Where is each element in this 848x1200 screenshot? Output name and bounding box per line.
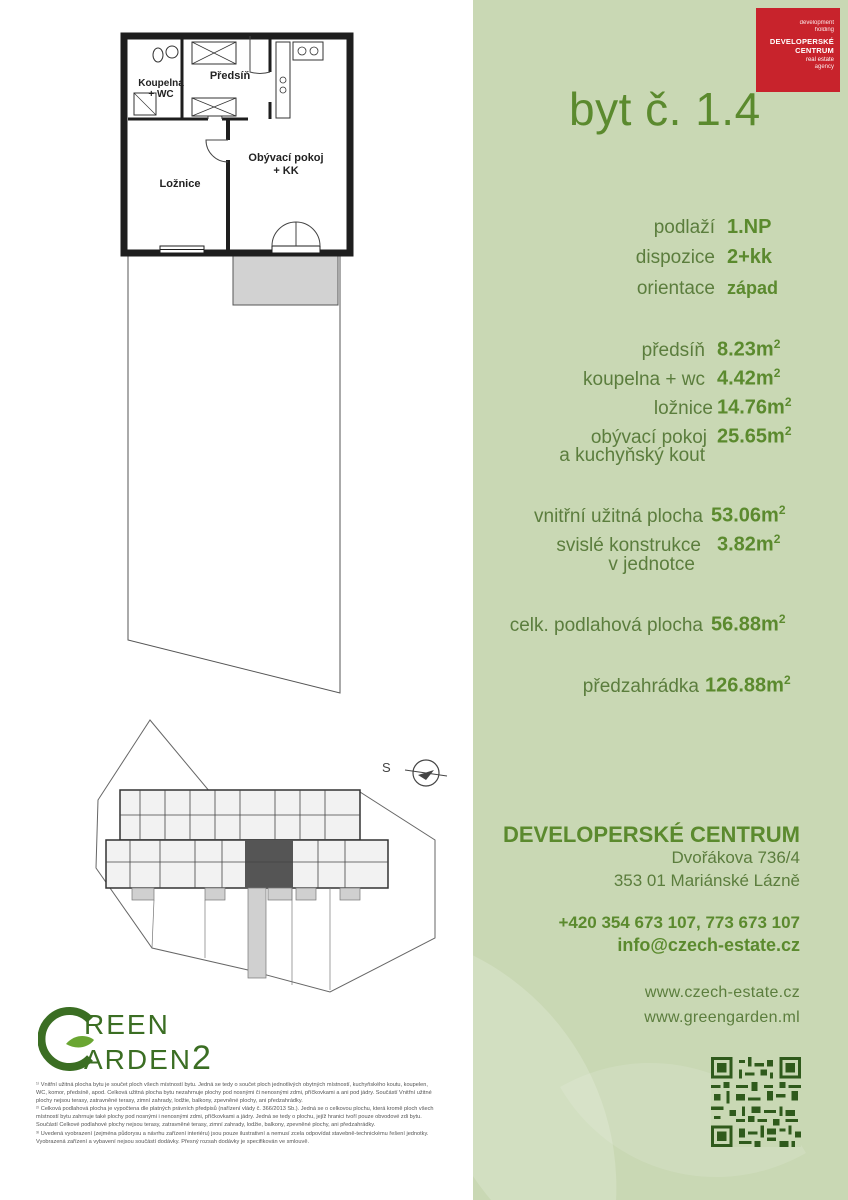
spec-label: koupelna + wc bbox=[583, 368, 705, 390]
spec-value bbox=[717, 424, 801, 449]
spec-label: předzahrádka bbox=[582, 675, 699, 697]
spec-value: 1.NP bbox=[727, 216, 772, 238]
phone-numbers[interactable]: +420 354 673 107, 773 673 107 bbox=[558, 913, 800, 932]
right-panel bbox=[473, 0, 848, 1200]
website-link-1[interactable]: www.czech-estate.cz bbox=[644, 984, 800, 1001]
spec-value bbox=[717, 395, 801, 420]
spec-obyvaci-line2 bbox=[559, 445, 705, 467]
email-link[interactable]: info@czech-estate.cz bbox=[617, 935, 800, 955]
spec-unit: 2 bbox=[773, 532, 781, 546]
spec-number: 56.88m bbox=[711, 613, 779, 636]
spec-unit: 2 bbox=[784, 395, 792, 409]
spec-number: 3.82m bbox=[717, 533, 774, 556]
compass-north-label: S bbox=[382, 760, 391, 775]
spec-number: 14.76m bbox=[717, 396, 785, 419]
logo-line-6: agency bbox=[814, 64, 834, 70]
footnote-2: ²⁾ Celková podlahová plocha je vypočtena dle platných právních předpisů (nařízení vlády č. 366/2013 Sb.). Jedná se o celkovou plochu, která kromě ploch všech místností bytu zahrnuje také plochy pod nosnými i nenosnými zdmi, příčkovkami a jádry. Jedná se tedy o plochu, jejíž hranici tvoří pouze obvodové zdi bytu. Součástí Celkové podlahové plochy nejsou terasy, zatravněné terasy, zimní zahrady, lodžie, balkony, zpevněné plochy, ani předzahrádky. bbox=[36, 1106, 434, 1128]
address-line-1: Dvořákova 736/4 bbox=[671, 848, 800, 867]
spec-celk bbox=[510, 612, 801, 637]
spec-label: celk. podlahová plocha bbox=[509, 614, 703, 636]
spec-loznice bbox=[654, 395, 801, 420]
spec-unit: 2 bbox=[773, 366, 781, 380]
spec-unit: 2 bbox=[783, 673, 791, 687]
spec-number: 126.88m bbox=[705, 674, 784, 697]
spec-svisle-line2 bbox=[608, 554, 695, 576]
brand-line-1: REEN bbox=[84, 1009, 170, 1040]
spec-value bbox=[717, 532, 801, 557]
spec-number: 4.42m bbox=[717, 367, 774, 390]
spec-label: předsíň bbox=[641, 339, 705, 361]
logo-line-1: development bbox=[799, 20, 834, 26]
apartment-title: byt č. 1.4 bbox=[569, 83, 761, 135]
spec-predzahradka bbox=[583, 673, 801, 698]
room-label-predsin: Předsíň bbox=[209, 70, 251, 82]
brand-line-2-text: ARDEN bbox=[84, 1044, 193, 1075]
logo-line-2: holding bbox=[814, 27, 834, 33]
spec-orientace bbox=[637, 278, 801, 300]
brand-number: 2 bbox=[192, 1039, 213, 1077]
logo-line-3: DEVELOPERSKÉ bbox=[769, 37, 834, 46]
room-label-obyvaci: Obývací pokoj + KK bbox=[248, 152, 324, 177]
spec-label: dispozice bbox=[635, 247, 715, 268]
spec-label: vnitřní užitná plocha bbox=[534, 505, 703, 527]
spec-value bbox=[705, 673, 801, 698]
address-line-2: 353 01 Mariánské Lázně bbox=[613, 871, 800, 890]
spec-value bbox=[711, 612, 801, 637]
footnote-3: ³⁾ Uvedená vyobrazení (zejména půdorysu a návrhu zařízení interiéru) jsou pouze ilustrativní a nemusí zcela odpovídat stavebně-technickému řešení jednotky. Vyobrazená zařízení a vybavení nejsou součástí dodávky. Přesný rozsah dodávky je specifikován ve smlouvě. bbox=[36, 1130, 429, 1145]
building-site-plan bbox=[0, 0, 473, 1000]
spec-number: 53.06m bbox=[711, 504, 779, 527]
brand-line-2 bbox=[84, 1039, 213, 1078]
spec-svisle bbox=[556, 532, 801, 557]
spec-podlazi bbox=[654, 216, 801, 239]
company-name: DEVELOPERSKÉ CENTRUM bbox=[502, 822, 800, 847]
developerske-centrum-logo bbox=[756, 8, 840, 92]
spec-label: podlaží bbox=[653, 217, 715, 238]
green-garden-logo bbox=[38, 1006, 238, 1076]
spec-value bbox=[711, 503, 801, 528]
spec-koupelna bbox=[583, 366, 801, 391]
footnotes bbox=[36, 1082, 436, 1147]
logo-line-5: real estate bbox=[805, 57, 834, 63]
room-label-koupelna: Koupelna + WC bbox=[138, 78, 184, 100]
spec-unit: 2 bbox=[784, 424, 792, 438]
website-link-2[interactable]: www.greengarden.ml bbox=[644, 1009, 800, 1026]
spec-predsin bbox=[642, 337, 801, 362]
spec-unit: 2 bbox=[773, 337, 781, 351]
qr-code-icon[interactable] bbox=[711, 1057, 801, 1147]
spec-vnitrni bbox=[534, 503, 801, 528]
spec-label: obývací pokoj bbox=[590, 426, 707, 448]
spec-value bbox=[717, 366, 801, 391]
room-label-loznice: Ložnice bbox=[159, 178, 201, 190]
spec-label: v jednotce bbox=[608, 554, 695, 575]
spec-unit: 2 bbox=[778, 503, 786, 517]
spec-dispozice bbox=[636, 246, 801, 269]
spec-label: ložnice bbox=[653, 397, 713, 419]
spec-label: a kuchyňský kout bbox=[559, 445, 705, 466]
spec-label: orientace bbox=[636, 278, 715, 299]
footnote-1: ¹⁾ Vnitřní užitná plocha bytu je součet ploch všech místností bytu. Jedná se tedy o součet ploch jednotlivých obytných místností, kuchyňského koutu, koupelen, WC, komor, předsíně, apod. Celková užitná plocha bytu nezahrnuje plochy pod nosnými či nenosnými zdmi, příčkovkami a ani pod jádry. Součástí Vnitřní užitné plochy nejsou terasy, zatravněné terasy, zimní zahrady, lodžie, balkony, zpevněné plochy, ani předzahrádky. bbox=[36, 1082, 432, 1104]
spec-value: západ bbox=[727, 278, 779, 298]
spec-label: svislé konstrukce bbox=[556, 534, 701, 556]
spec-unit: 2 bbox=[778, 612, 786, 626]
spec-value bbox=[717, 337, 801, 362]
spec-number: 25.65m bbox=[717, 425, 785, 448]
logo-line-4: CENTRUM bbox=[795, 46, 834, 55]
spec-value: 2+kk bbox=[727, 246, 773, 268]
spec-number: 8.23m bbox=[717, 338, 774, 361]
